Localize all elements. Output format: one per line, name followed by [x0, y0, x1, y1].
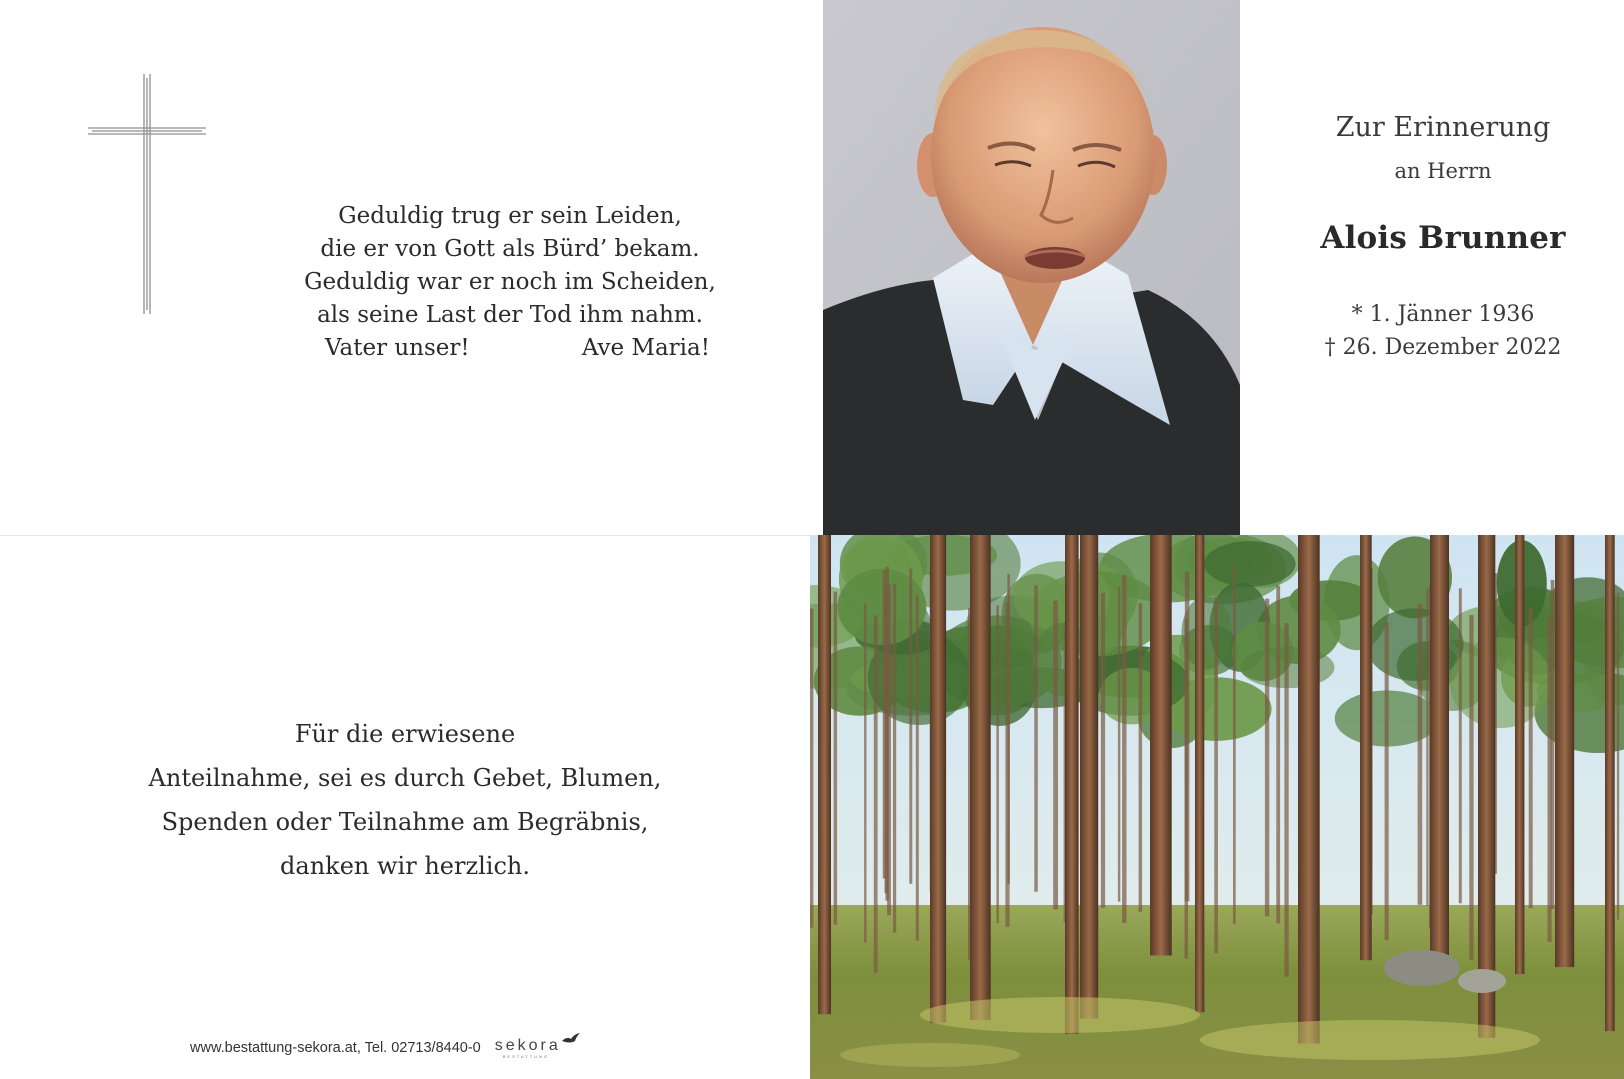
tree-trunk: [996, 605, 999, 923]
tree-trunk: [1139, 603, 1143, 912]
life-dates: [1262, 298, 1624, 364]
tree-trunk: [1298, 535, 1320, 1044]
tree-trunk: [834, 592, 838, 925]
undertaker-contact: www.bestattung-sekora.at, Tel. 02713/8440-0: [190, 1040, 481, 1056]
portrait-illustration: [823, 0, 1240, 535]
tree-trunk: [810, 609, 813, 928]
tree-trunk: [1469, 615, 1473, 960]
prayer-ave-maria: Ave Maria!: [581, 335, 710, 361]
forest-illustration: [810, 535, 1624, 1079]
logo-name: sekora: [494, 1036, 561, 1054]
forest-rock: [1384, 950, 1460, 986]
tree-trunk: [1265, 599, 1269, 917]
tree-trunk: [1385, 622, 1389, 940]
tree-trunk: [893, 584, 896, 933]
tree-trunk: [1214, 597, 1218, 954]
logo-subtitle: BESTATTUNG: [502, 1053, 550, 1059]
tree-trunk: [1150, 535, 1172, 956]
tree-trunk: [1276, 586, 1280, 924]
tree-trunk: [1529, 607, 1533, 908]
tree-trunk: [909, 568, 912, 883]
tree-trunk: [970, 535, 991, 1020]
forest-rock: [1458, 969, 1506, 993]
tree-trunk: [864, 603, 866, 942]
thanks-line: Spenden oder Teilnahme am Begräbnis,: [161, 808, 649, 836]
tree-foliage: [837, 569, 926, 645]
tree-trunk: [1053, 601, 1058, 910]
portrait-photo: [823, 0, 1240, 535]
memorial-subheading: an Herrn: [1394, 159, 1492, 183]
poem-line: als seine Last der Tod ihm nahm.: [317, 302, 703, 328]
tree-trunk: [818, 535, 831, 1014]
sekora-logo: [495, 1038, 561, 1059]
memorial-title-block: [1262, 100, 1624, 364]
tree-trunk: [887, 585, 891, 916]
tree-foliage: [1450, 637, 1551, 728]
card-fold-line: [0, 535, 810, 536]
tree-trunk: [1360, 535, 1372, 960]
prayer-line: [300, 332, 720, 365]
prayer-vater-unser: Vater unser!: [325, 335, 470, 361]
tree-trunk: [1080, 535, 1098, 1019]
memorial-heading: Zur Erinnerung: [1335, 112, 1551, 143]
cross-icon: [88, 74, 206, 314]
tree-trunk: [1459, 588, 1462, 903]
poem-line: die er von Gott als Bürd’ bekam.: [320, 236, 700, 262]
tree-trunk: [1418, 604, 1423, 905]
undertaker-footer: [190, 1036, 561, 1060]
tree-trunk: [1034, 585, 1038, 891]
tree-trunk: [1065, 535, 1079, 1034]
tree-foliage: [1204, 541, 1296, 586]
tree-trunk: [874, 615, 878, 972]
memorial-poem: [300, 200, 720, 365]
tree-trunk: [1233, 565, 1236, 924]
thanks-line: Für die erwiesene: [294, 720, 516, 748]
poem-line: Geduldig trug er sein Leiden,: [338, 203, 682, 229]
tree-trunk: [1007, 574, 1010, 884]
tree-trunk: [1617, 593, 1619, 919]
tree-trunk: [1122, 575, 1126, 923]
tree-trunk: [1185, 571, 1190, 901]
death-date: † 26. Dezember 2022: [1324, 335, 1562, 360]
poem-line: Geduldig war er noch im Scheiden,: [304, 269, 716, 295]
tree-trunk: [1551, 580, 1555, 909]
tree-trunk: [1118, 587, 1120, 902]
tree-trunk: [916, 595, 919, 941]
thanks-message: [120, 712, 690, 888]
tree-trunk: [1555, 535, 1574, 967]
tree-trunk: [1430, 535, 1449, 980]
birth-date: * 1. Jänner 1936: [1351, 302, 1535, 327]
tree-trunk: [1101, 593, 1105, 908]
tree-trunk: [1426, 589, 1428, 906]
bird-icon: [561, 1032, 581, 1046]
tree-trunk: [1515, 535, 1524, 974]
tree-trunk: [1284, 623, 1288, 977]
tree-trunk: [1478, 535, 1495, 1038]
thanks-line: Anteilnahme, sei es durch Gebet, Blumen,: [148, 764, 662, 792]
tree-trunk: [1195, 535, 1204, 1012]
deceased-name: Alois Brunner: [1320, 220, 1566, 256]
thanks-line: danken wir herzlich.: [280, 852, 530, 880]
tree-trunk: [1605, 535, 1615, 1031]
forest-photo: [810, 535, 1624, 1079]
tree-trunk: [930, 535, 946, 1023]
